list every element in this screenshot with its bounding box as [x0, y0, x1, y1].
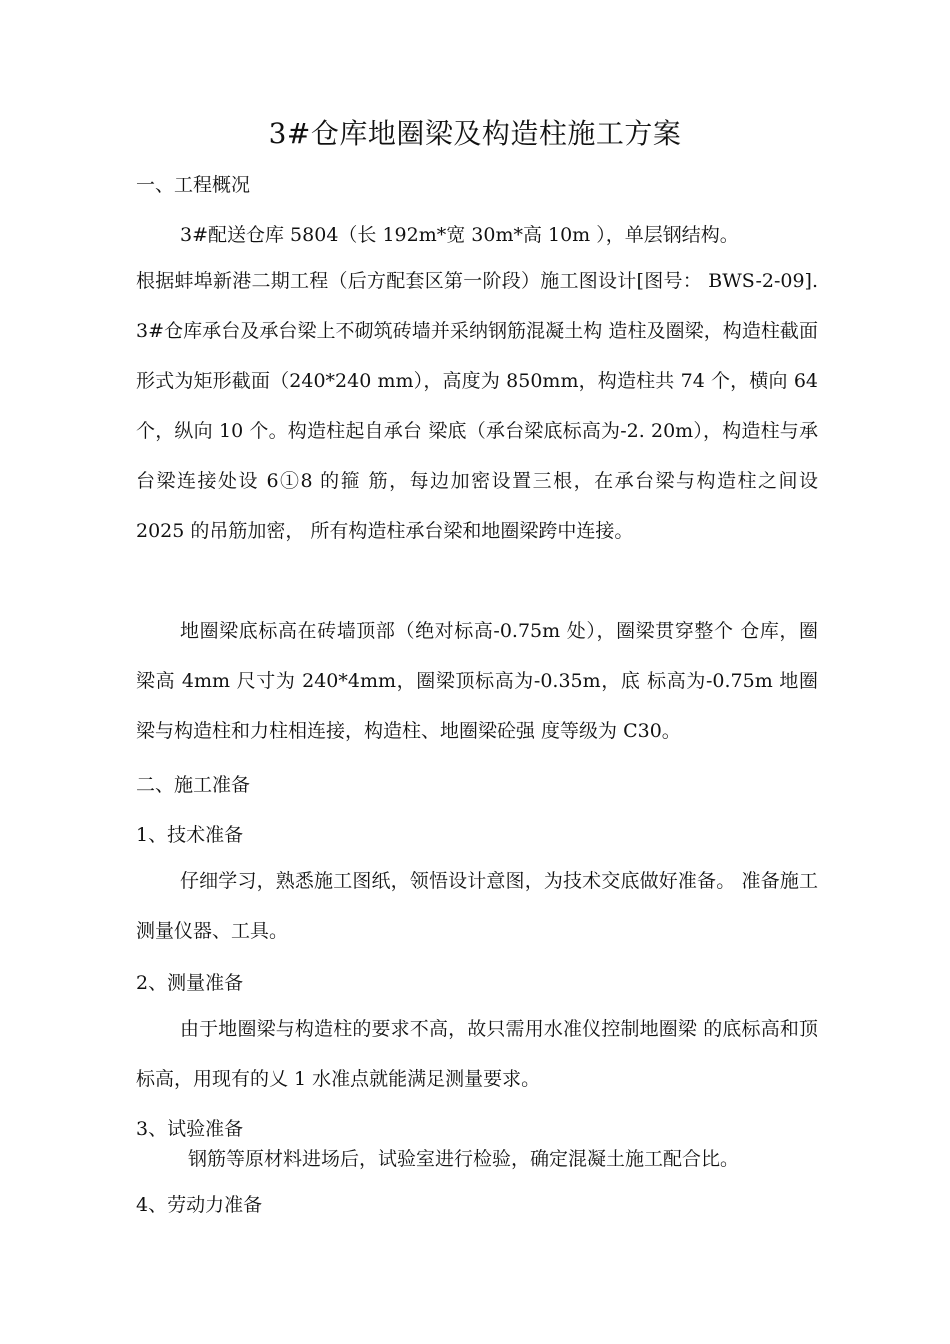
- paragraph-technical-prep: 仔细学习，熟悉施工图纸，领悟设计意图，为技术交底做好准备。 准备施工测量仪器、工具。: [136, 870, 818, 942]
- paragraph-ring-beam: 地圈梁底标高在砖墙顶部（绝对标高-0.75m 处），圈梁贯穿整个 仓库，圈梁高 4mm 尺寸为 240*4mm，圈梁顶标高为-0.35m，底 标高为-0.75m 地圈梁与构造柱和力柱相连接，构造柱、地圈梁砼强 度等级为 C30。: [136, 620, 818, 742]
- paragraph-survey-prep: 由于地圈梁与构造柱的要求不高，故只需用水准仪控制地圈梁 的底标高和顶标高，用现有的乂 1 水准点就能满足测量要求。: [136, 1018, 818, 1090]
- paragraph-testing-prep: 钢筋等原材料进场后，试验室进行检验，确定混凝土施工配合比。: [188, 1148, 740, 1170]
- section-heading-overview: 一、工程概况: [136, 174, 251, 196]
- subsection-heading-testing: 3、试验准备: [136, 1118, 244, 1140]
- paragraph-warehouse-spec: 3#配送仓库 5804（长 192m*宽 30m*高 10m ），单层钢结构。: [180, 224, 739, 246]
- subsection-heading-labor: 4、劳动力准备: [136, 1194, 263, 1216]
- document-title: 3#仓库地圈梁及构造柱施工方案: [268, 117, 682, 150]
- subsection-heading-survey: 2、测量准备: [136, 972, 244, 994]
- paragraph-design-details: 根据蚌埠新港二期工程（后方配套区第一阶段）施工图设计[图号： BWS-2-09]. 3#仓库承台及承台梁上不砌筑砖墙并采纳钢筋混凝土构 造柱及圈梁，构造柱截面形式为矩形截面（240*240 mm），高度为 850mm，构造柱共 74 个，横向 64 个，纵向 10 个。构造柱起自承台 梁底（承台梁底标高为-2. 20m），构造柱与承台梁连接处设 6①8 的箍 筋，每边加密设置三根，在承台梁与构造柱之间设 2025 的吊筋加密， 所有构造柱承台梁和地圈梁跨中连接。: [136, 270, 818, 542]
- section-heading-preparation: 二、施工准备: [136, 774, 251, 796]
- subsection-heading-technical: 1、技术准备: [136, 824, 244, 846]
